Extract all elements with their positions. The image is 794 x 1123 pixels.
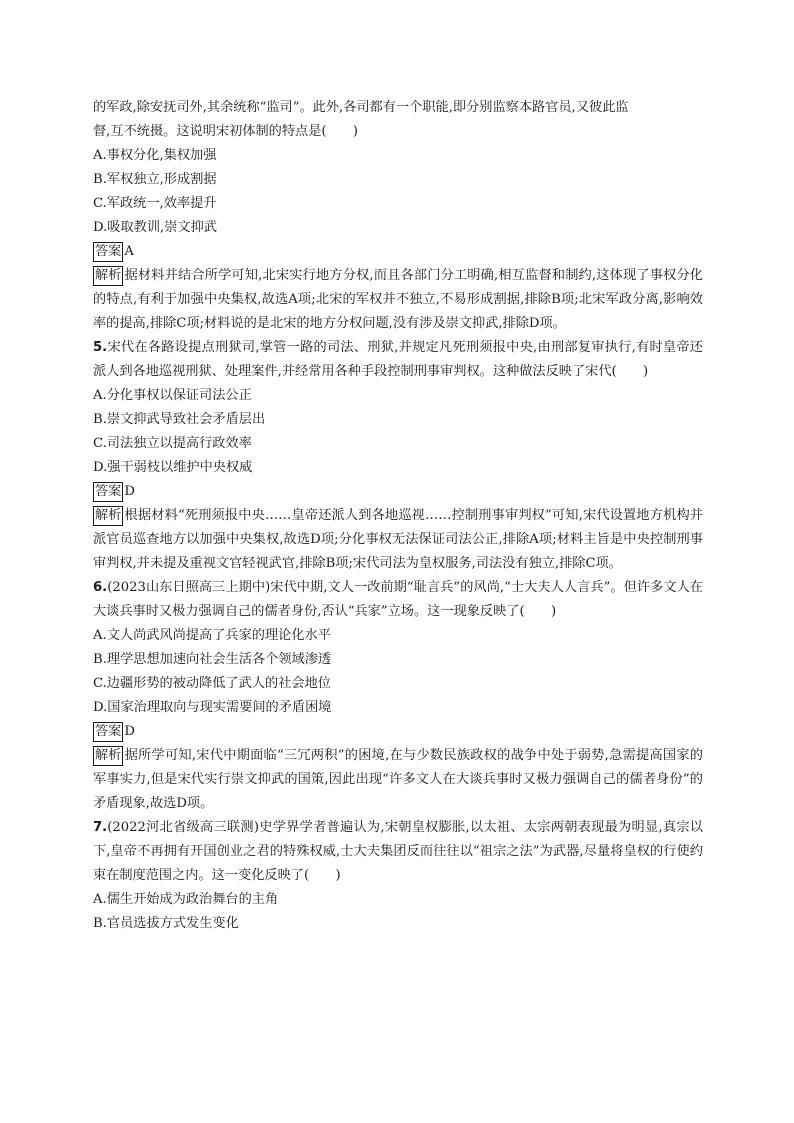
q5-option-a: A.分化事权以保证司法公正 — [93, 388, 252, 403]
intro-option-b: B.军权独立,形成割据 — [93, 172, 217, 187]
q6-option-d: D.国家治理取向与现实需要间的矛盾困境 — [93, 700, 332, 715]
question-number: 5. — [93, 340, 108, 355]
question-number: 6. — [93, 580, 108, 595]
q6-option-c: C.边疆形势的被动降低了武人的社会地位 — [93, 676, 331, 691]
intro-line-1: 的军政,除安抚司外,其余统称“监司”。此外,各司都有一个职能,即分别监察本路官员,又彼此监 — [93, 100, 629, 115]
stem-text: 宋代在各路设提点刑狱司,掌管一路的司法、刑狱,并规定凡死刑须报中央,由刑部复审执行,有时皇帝还派人到各地巡视刑狱、处理案件,并经常用各种手段控制刑事审判权。这种做法反映了宋代( ) — [93, 340, 703, 379]
intro-option-c: C.军政统一,效率提升 — [93, 196, 217, 211]
q5-answer — [93, 480, 703, 504]
q6-answer — [93, 720, 703, 744]
document-page — [93, 96, 703, 936]
q5-option-d: D.强干弱枝以维护中央权威 — [93, 460, 253, 475]
q7-option-a: A.儒生开始成为政治舞台的主角 — [93, 892, 279, 907]
q6-analysis — [93, 744, 703, 816]
analysis-text: 据材料并结合所学可知,北宋实行地方分权,而且各部门分工明确,相互监督和制约,这体现了事权分化的特点,有利于加强中央集权,故选A项;北宋的军权并不独立,不易形成割据,排除B项;北宋军政分离,影响效率的提高,排除C项;材料说的是北宋的地方分权问题,没有涉及崇文抑武,排除D项。 — [93, 268, 703, 331]
question-5-stem — [93, 336, 703, 384]
q5-analysis — [93, 504, 703, 576]
answer-value: D — [124, 724, 135, 739]
intro-answer — [93, 240, 703, 264]
analysis-tag: 解析 — [93, 266, 123, 286]
intro-option-d: D.吸取教训,崇文抑武 — [93, 220, 217, 235]
answer-tag: 答案 — [93, 242, 123, 262]
answer-value: A — [124, 244, 134, 259]
analysis-tag: 解析 — [93, 746, 123, 766]
answer-tag: 答案 — [93, 482, 123, 502]
question-6-stem — [93, 576, 703, 624]
stem-text: (2023山东日照高三上期中)宋代中期,文人一改前期“耻言兵”的风尚,“士大夫人人言兵”。但许多文人在大谈兵事时又极力强调自己的儒者身份,否认“兵家”立场。这一现象反映了( ) — [93, 580, 703, 619]
q7-option-b: B.官员选拔方式发生变化 — [93, 916, 239, 931]
analysis-text: 据所学可知,宋代中期面临“三冗两积”的困境,在与少数民族政权的战争中处于弱势,急需提高国家的军事实力,但是宋代实行崇文抑武的国策,因此出现“许多文人在大谈兵事时又极力强调自己的儒者身份”的矛盾现象,故选D项。 — [93, 748, 703, 811]
question-number: 7. — [93, 820, 108, 835]
stem-text: (2022河北省级高三联测)史学界学者普遍认为,宋朝皇权膨胀,以太祖、太宗两朝表现最为明显,真宗以下,皇帝不再拥有开国创业之君的特殊权威,士大夫集团反而往往以“祖宗之法”为武器,尽量将皇权的行使约束在制度范围之内。这一变化反映了( ) — [93, 820, 703, 883]
intro-option-a: A.事权分化,集权加强 — [93, 148, 217, 163]
answer-value: D — [124, 484, 135, 499]
q6-option-b: B.理学思想加速向社会生活各个领域渗透 — [93, 652, 332, 667]
intro-analysis — [93, 264, 703, 336]
q5-option-b: B.崇文抑武导致社会矛盾层出 — [93, 412, 266, 427]
intro-line-2: 督,互不统摄。这说明宋初体制的特点是( ) — [93, 124, 359, 139]
answer-tag: 答案 — [93, 722, 123, 742]
q6-option-a: A.文人尚武风尚提高了兵家的理论化水平 — [93, 628, 331, 643]
q5-option-c: C.司法独立以提高行政效率 — [93, 436, 252, 451]
analysis-tag: 解析 — [93, 506, 123, 526]
analysis-text: 根据材料“死刑须报中央……皇帝还派人到各地巡视……控制刑事审判权”可知,宋代设置地方机构并派官员巡查地方以加强中央集权,故选D项;分化事权无法保证司法公正,排除A项;材料主旨是中央控制刑事审判权,并未提及重视文官轻视武官,排除B项;宋代司法为皇权服务,司法没有独立,排除C项。 — [93, 508, 703, 571]
question-7-stem — [93, 816, 703, 888]
